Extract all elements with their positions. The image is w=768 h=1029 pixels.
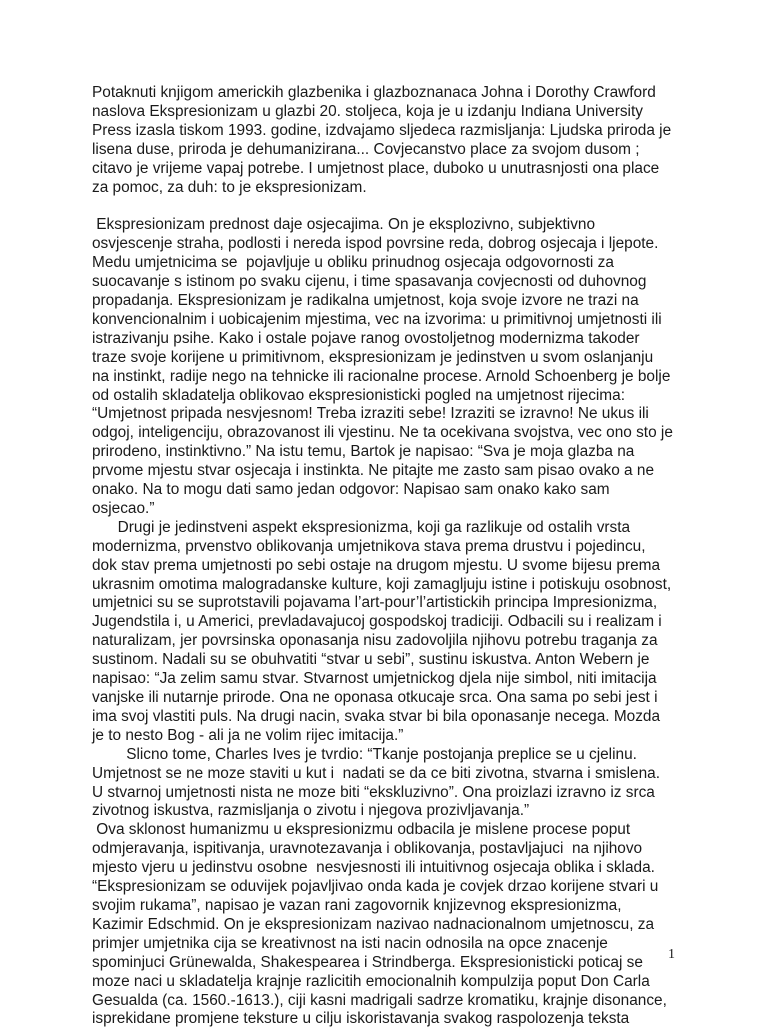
text-line: je to nesto Bog - ali ja ne volim rijec imitacija.”	[92, 726, 404, 744]
text-line: mjesto vjeru u jedinstvu osobne nesvjesnosti ili intuitivnog osjecaja oblika i sklada.	[92, 859, 655, 877]
text-line: moze naci u skladatelja krajnje razlicitih emocionalnih kompulzija poput Don Carla	[92, 972, 650, 990]
text-line: svojim rukama”, napisao je vazan rani zagovornik knjizevnog ekspresionizma,	[92, 896, 622, 914]
text-line: primjer umjetnika cija se kreativnost na isti nacin odnosila na opce znacenje	[92, 934, 608, 952]
text-line: Ekspresionizam prednost daje osjecajima. On je eksplozivno, subjektivno	[92, 216, 596, 234]
text-line: umjetnici su se suprotstavili pojavama l’art-pour’l’artistickih principa Impresionizma,	[92, 594, 658, 612]
body-text	[92, 84, 692, 1029]
text-line: “Umjetnost pripada nesvjesnom! Treba izraziti sebe! Izraziti se izravno! Ne ukus ili	[92, 405, 649, 423]
text-line: napisao: “Ja zelim samu stvar. Stvarnost umjetnickog djela nije simbol, niti imitacija	[92, 670, 657, 688]
text-line: modernizma, prvenstvo oblikovanja umjetnikova stava prema drustvu i pojedincu,	[92, 537, 646, 555]
text-line: Medu umjetnicima se pojavljuje u obliku prinudnog osjecaja odgovornosti za	[92, 254, 614, 272]
paragraph-gap	[92, 197, 692, 216]
text-line: od ostalih skladatelja oblikovao ekspresionisticki pogled na umjetnost rijecima:	[92, 386, 625, 404]
text-line: prirodeno, instinktivno.” Na istu temu, Bartok je napisao: “Sva je moja glazba na	[92, 443, 635, 461]
text-line: osjecao.”	[92, 499, 155, 517]
text-line: istrazivanju psihe. Kako i ostale pojave ranog ovostoljetnog modernizma takoder	[92, 329, 640, 347]
text-line: sustinom. Nadali su se obuhvatiti “stvar u sebi”, sustinu iskustva. Anton Webern je	[92, 651, 650, 669]
text-line: zivotnog iskustva, razmisljanja o zivotu i njegova prozivljavanja.”	[92, 802, 530, 820]
text-line: ima svoj vlastiti puls. Na drugi nacin, svaka stvar bi bila oponasanje necega. Mozda	[92, 707, 661, 725]
text-line: U stvarnoj umjetnosti nista ne moze biti “ekskluzivno”. Ona proizlazi izravno iz srca	[92, 783, 655, 801]
text-line: naturalizam, jer povrsinska oponasanja nisu zadovoljila njihovu potrebu traganja za	[92, 632, 658, 650]
text-line: lisena duse, priroda je dehumanizirana... Covjecanstvo place za svojom dusom ;	[92, 140, 640, 158]
text-line: traze svoje korijene u primitivnom, ekspresionizam je jedinstven u svom oslanjanju	[92, 348, 654, 366]
text-line: dok stav prema umjetnosti po sebi ostaje na drugom mjestu. U svome bijesu prema	[92, 556, 661, 574]
text-line: isprekidane promjene teksture u cilju iskoristavanja svakog raspolozenja teksta	[92, 1010, 630, 1028]
text-line: na instinkt, radije nego na tehnicke ili racionalne procese. Arnold Schoenberg je bolje	[92, 367, 671, 385]
text-line: osvjescenje straha, podlosti i nereda ispod povrsine reda, dobrog osjecaja i ljepote.	[92, 235, 659, 253]
text-line: Slicno tome, Charles Ives je tvrdio: “Tkanje postojanja preplice se u cjelinu.	[92, 745, 637, 763]
text-line: prvome mjestu stvar osjecaja i instinkta. Ne pitajte me zasto sam pisao ovako a ne	[92, 462, 655, 480]
text-line: odgoj, inteligenciju, obrazovanost ili vjestinu. Ne ta ocekivana svojstva, vec ono sto je	[92, 424, 673, 442]
text-line: Kazimir Edschmid. On je ekspresionizam nazivao nadnacionalnom umjetnoscu, za	[92, 915, 655, 933]
text-line: Ova sklonost humanizmu u ekspresionizmu odbacila je mislene procese poput	[92, 821, 631, 839]
text-line: ukrasnim omotima malogradanske kulture, koji zamagljuju istine i potiskuju osobnost,	[92, 575, 672, 593]
text-line: konvencionalnim i uobicajenim mjestima, vec na izvorima: u primitivnoj umjetnosti ili	[92, 310, 662, 328]
text-line: propadanja. Ekspresionizam je radikalna umjetnost, koja svoje izvore ne trazi na	[92, 291, 639, 309]
text-line: Umjetnost se ne moze staviti u kut i nadati se da ce biti zivotna, stvarna i smislena.	[92, 764, 661, 782]
text-line: Potaknuti knjigom americkih glazbenika i glazboznanaca Johna i Dorothy Crawford	[92, 84, 656, 101]
text-line: Gesualda (ca. 1560.-1613.), ciji kasni madrigali sadrze kromatiku, krajnje disonance,	[92, 991, 667, 1009]
text-line: za pomoc, za duh: to je ekspresionizam.	[92, 178, 367, 196]
text-line: vanjske ili nutarnje prirode. Ona ne oponasa otkucaje srca. Ona sama po sebi jest i	[92, 689, 658, 706]
text-line: “Ekspresionizam se oduvijek pojavljivao onda kada je covjek drzao korijene stvari u	[92, 878, 659, 896]
text-line: naslova Ekspresionizam u glazbi 20. stoljeca, koja je u izdanju Indiana University	[92, 102, 643, 120]
text-line: citavo je vrijeme vapaj potrebe. I umjetnost place, duboko u unutrasnjosti ona place	[92, 159, 660, 177]
page-number: 1	[668, 947, 675, 962]
text-line: spominjuci Grünewalda, Shakespearea i Strindberga. Ekspresionisticki poticaj se	[92, 953, 643, 971]
text-line: onako. Na to mogu dati samo jedan odgovor: Napisao sam onako kako sam	[92, 481, 610, 499]
text-line: suocavanje s istinom po svaku cijenu, i time spasavanja covjecnosti od duhovnog	[92, 273, 647, 291]
text-line: odmjeravanja, ispitivanja, uravnotezavanja i oblikovanja, postavljajuci na njihovo	[92, 840, 643, 858]
text-line: Drugi je jedinstveni aspekt ekspresionizma, koji ga razlikuje od ostalih vrsta	[92, 518, 631, 536]
text-line: Jugendstila i, u Americi, prevladavajucoj gospodskoj tradiciji. Odbacili su i realizam i	[92, 613, 662, 631]
text-line: Press izasla tiskom 1993. godine, izdvajamo sljedeca razmisljanja: Ljudska priroda je	[92, 121, 672, 139]
